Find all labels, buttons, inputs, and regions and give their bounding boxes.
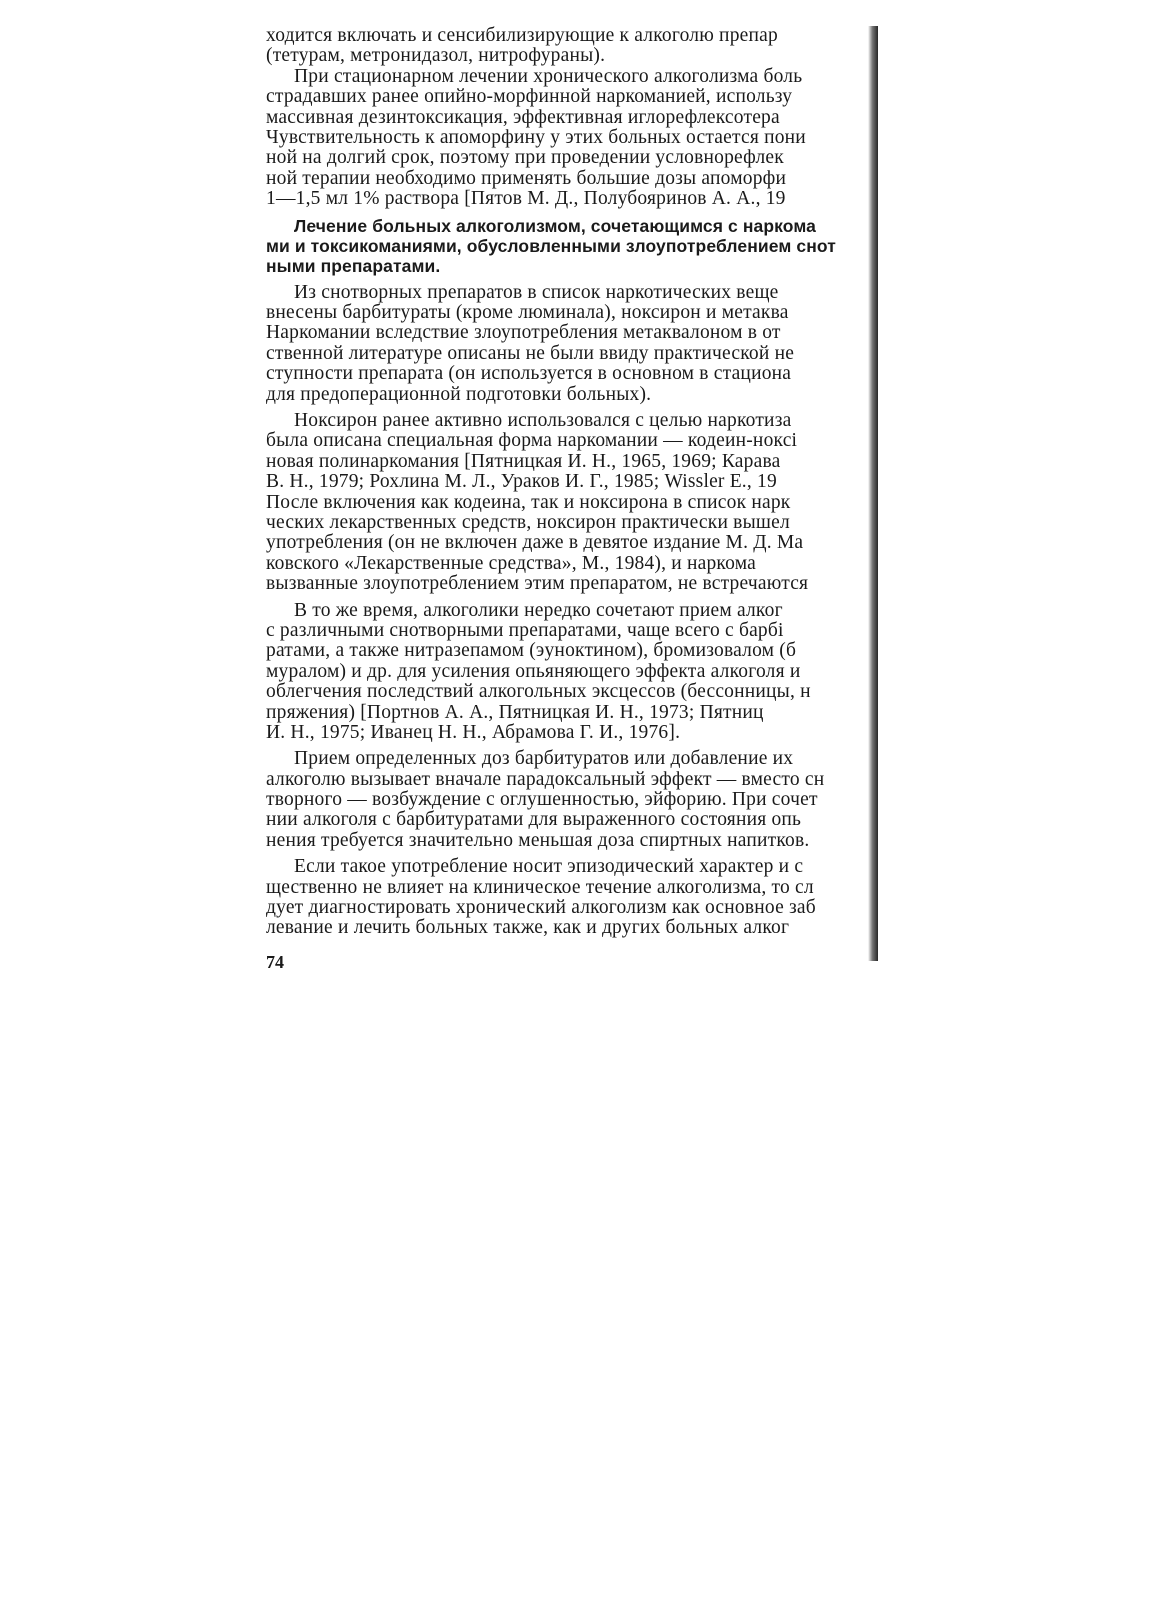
text-line: Лечение больных алкоголизмом, сочетающимся с наркома xyxy=(294,215,816,236)
text-line: щественно не влияет на клиническое течение алкоголизма, то сл xyxy=(266,877,814,898)
text-line: алкоголю вызывает вначале парадоксальный эффект — вместо сн xyxy=(266,769,825,790)
text-line: ной терапии необходимо применять большие дозы апоморфи xyxy=(266,168,787,189)
text-line: была описана специальная форма наркомании — кодеин-ноксі xyxy=(266,431,798,452)
section-heading xyxy=(266,216,878,277)
paragraph xyxy=(266,857,878,939)
text-line: творного — возбуждение с оглушенностью, эйфорию. При сочет xyxy=(266,790,818,811)
text-line: облегчения последствий алкогольных эксцессов (бессонницы, н xyxy=(266,682,811,703)
text-line: пряжения) [Портнов А. А., Пятницкая И. Н., 1973; Пятниц xyxy=(266,702,764,723)
text-line: нии алкоголя с барбитуратами для выраженного состояния опь xyxy=(266,810,802,831)
paragraph xyxy=(266,283,878,405)
text-line: употребления (он не включен даже в девятое издание М. Д. Ма xyxy=(266,533,804,554)
page-number: 74 xyxy=(266,952,284,972)
text-line: ными препаратами. xyxy=(266,256,441,277)
text-line: (тетурам, метронидазол, нитрофураны). xyxy=(266,46,606,67)
paragraph xyxy=(266,26,878,67)
text-line: для предоперационной подготовки больных). xyxy=(266,384,652,405)
text-line: ми и токсикоманиями, обусловленными злоупотреблением снот xyxy=(266,235,836,256)
text-line: И. Н., 1975; Иванец Н. Н., Абрамова Г. И., 1976]. xyxy=(266,722,681,743)
text-line: Если такое употребление носит эпизодический характер и с xyxy=(294,857,804,878)
text-line: ходится включать и сенсибилизирующие к алкоголю препар xyxy=(266,26,778,46)
text-line: Чувствительность к апоморфину у этих больных остается пони xyxy=(266,127,806,148)
text-column xyxy=(266,26,878,939)
text-line: После включения как кодеина, так и ноксирона в список нарк xyxy=(266,492,791,513)
text-line: Ноксирон ранее активно использовался с целью наркотиза xyxy=(294,411,792,432)
text-line: Из снотворных препаратов в список наркотических веще xyxy=(294,282,779,303)
text-line: вызванные злоупотреблением этим препаратом, не встречаются xyxy=(266,574,809,595)
text-line: с различными снотворными препаратами, чаще всего с барбі xyxy=(266,620,784,641)
text-line: ратами, а также нитразепамом (эуноктином), бромизовалом (б xyxy=(266,641,797,662)
text-line: В. Н., 1979; Рохлина М. Л., Ураков И. Г., 1985; Wissler E., 19 xyxy=(266,472,777,493)
text-line: ступности препарата (он используется в основном в стациона xyxy=(266,364,792,385)
text-line: При стационарном лечении хронического алкоголизма боль xyxy=(294,66,803,87)
text-line: страдавших ранее опийно-морфинной наркоманией, использу xyxy=(266,87,793,108)
text-line: дует диагностировать хронический алкоголизм как основное заб xyxy=(266,898,816,919)
text-line: В то же время, алкоголики нередко сочетают прием алког xyxy=(294,600,783,621)
paragraph xyxy=(266,601,878,744)
spine-shadow xyxy=(868,26,878,961)
text-line: Наркомании вследствие злоупотребления метаквалоном в от xyxy=(266,323,781,344)
paragraph xyxy=(266,67,878,210)
text-line: 1—1,5 мл 1% раствора [Пятов М. Д., Полубояринов А. А., 19 xyxy=(266,189,786,210)
text-line: левание и лечить больных также, как и других больных алког xyxy=(266,918,790,939)
paragraph xyxy=(266,749,878,851)
text-line: ческих лекарственных средств, ноксирон практически вышел xyxy=(266,512,790,533)
paragraph xyxy=(266,411,878,595)
text-line: ковского «Лекарственные средства», М., 1984), и наркома xyxy=(266,553,756,574)
text-line: новая полинаркомания [Пятницкая И. Н., 1965, 1969; Карава xyxy=(266,451,781,472)
text-line: ной на долгий срок, поэтому при проведении условнорефлек xyxy=(266,148,784,169)
text-line: массивная дезинтоксикация, эффективная иглорефлексотера xyxy=(266,107,780,128)
text-line: муралом) и др. для усиления опьяняющего эффекта алкоголя и xyxy=(266,661,801,682)
book-page xyxy=(266,26,878,986)
text-line: ственной литературе описаны не были ввиду практической не xyxy=(266,343,795,364)
text-line: нения требуется значительно меньшая доза спиртных напитков. xyxy=(266,830,810,851)
text-line: Прием определенных доз барбитуратов или добавление их xyxy=(294,749,794,770)
text-line: внесены барбитураты (кроме люминала), ноксирон и метаква xyxy=(266,303,789,324)
